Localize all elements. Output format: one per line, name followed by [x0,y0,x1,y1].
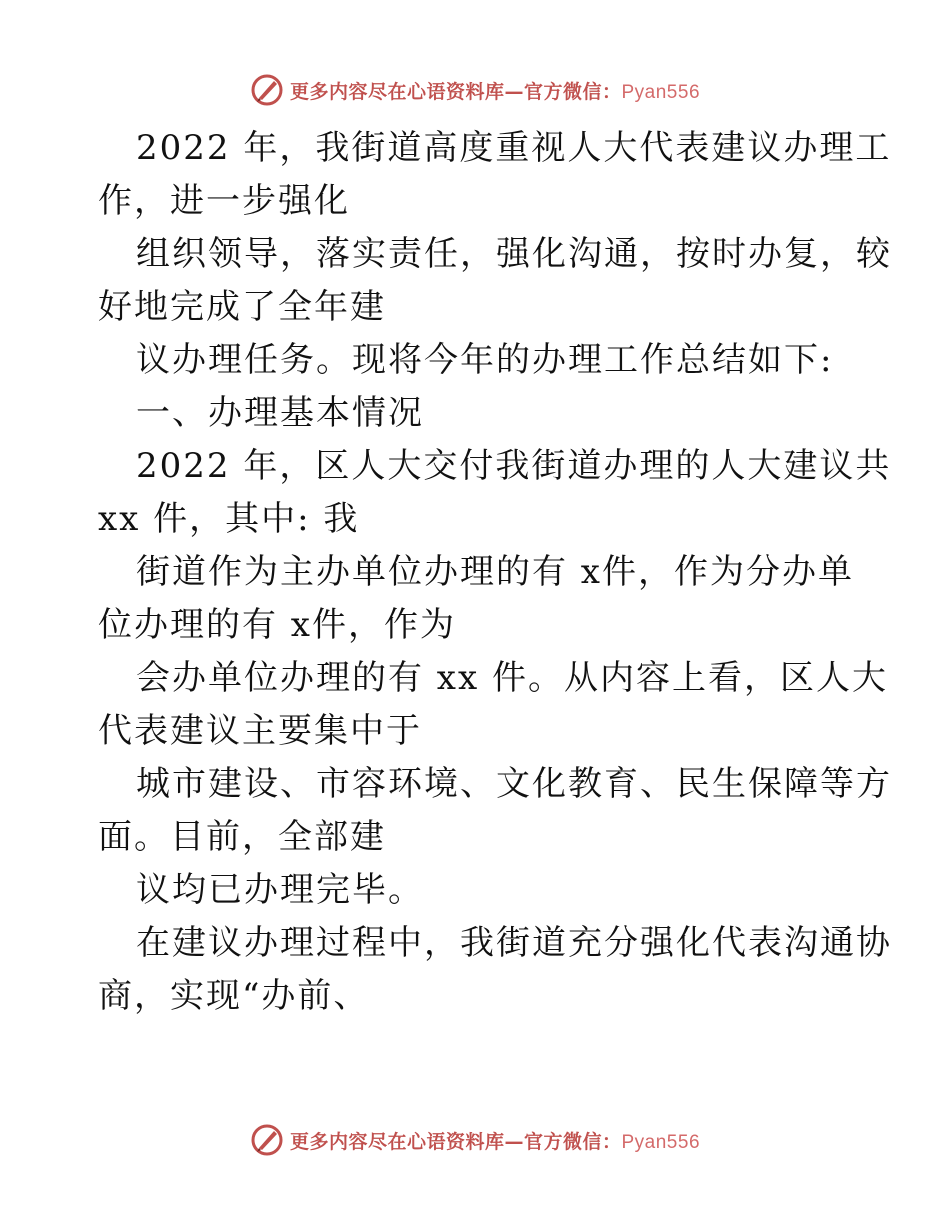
text-line: 2022 年，我街道高度重视人大代表建议办理工 [136,128,892,168]
watermark-handle: Pyan556 [621,1131,701,1153]
text-line: 组织领导，落实责任，强化沟通，按时办复，较 [136,234,892,274]
watermark-text [290,1127,700,1154]
text-line: 位办理的有 x件，作为 [98,605,456,645]
text-line: 议均已办理完毕。 [136,870,424,910]
page-header-watermark [0,70,950,110]
watermark-text [290,77,700,104]
text-line: 2022 年，区人大交付我街道办理的人大建议共 [136,446,892,486]
text-line: 街道作为主办单位办理的有 x件，作为分办单 [136,552,854,592]
text-line: 议办理任务。现将今年的办理工作总结如下: [136,340,834,380]
text-line: 好地完成了全年建 [98,287,386,327]
document-body [98,122,892,1023]
text-line: xx 件，其中: 我 [98,499,360,539]
text-line: 一、办理基本情况 [136,393,424,433]
text-line: 商，实现“办前、 [98,976,370,1016]
page-footer-watermark [0,1120,950,1160]
watermark-label: 更多内容尽在心语资料库—官方微信： [289,1130,622,1153]
text-line: 会办单位办理的有 xx 件。从内容上看，区人大 [136,658,888,698]
text-line: 在建议办理过程中，我街道充分强化代表沟通协 [136,923,892,963]
text-line: 代表建议主要集中于 [98,711,422,751]
text-line: 作，进一步强化 [98,181,350,221]
text-line: 面。目前，全部建 [98,817,386,857]
text-line: 城市建设、市容环境、文化教育、民生保障等方 [136,764,892,804]
quill-logo-icon [250,73,284,107]
watermark [250,73,700,107]
watermark [250,1123,700,1157]
quill-logo-icon [250,1123,284,1157]
watermark-handle: Pyan556 [621,81,701,103]
watermark-label: 更多内容尽在心语资料库—官方微信： [289,80,622,103]
